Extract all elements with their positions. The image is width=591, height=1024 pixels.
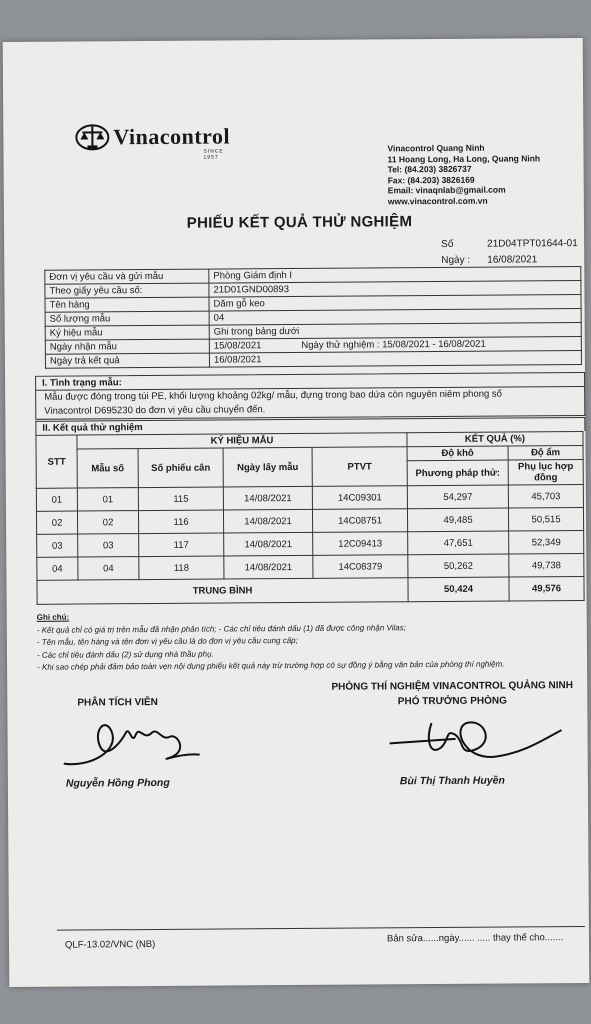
info-label: Ngày nhận mẫu (45, 339, 209, 354)
cell-ptvt: 14C09301 (312, 486, 407, 510)
info-row (45, 351, 581, 369)
col-ky-hieu: KÝ HIỆU MẪU (77, 433, 407, 449)
deputy-title: PHÓ TRƯỞNG PHÒNG (397, 695, 507, 708)
cell-stt: 04 (37, 557, 78, 580)
info-value: 21D01GND00893 (209, 281, 581, 298)
cell-phieu: 117 (139, 533, 224, 557)
info-label: Ký hiệu mẫu (45, 325, 209, 340)
ngay-label: Ngày : (441, 254, 471, 266)
ngay-nhan-value: 15/08/2021 (213, 340, 262, 352)
cell-ngay: 14/08/2021 (224, 555, 313, 579)
average-row (37, 576, 584, 604)
document-page (3, 38, 590, 987)
section-text: Mẫu được đóng trong túi PE, khối lượng khoảng 02kg/ mẫu, đựng trong bao dứa còn nguyên niêm phong số (44, 388, 502, 403)
so-value: 21D04TPT01644-01 (487, 238, 578, 250)
cell-stt: 03 (37, 534, 78, 557)
info-label: Theo giấy yêu cầu số: (45, 283, 209, 298)
col-do-kho: Độ khô (407, 446, 508, 461)
note-line: - Tên mẫu, tên hàng và tên đơn vị yêu cầu là do đơn vị yêu cầu cung cấp; (36, 635, 298, 647)
document-title: PHIẾU KẾT QUẢ THỬ NGHIỆM (186, 213, 413, 232)
company-email: Email: vinaqnlab@gmail.com (387, 184, 506, 196)
cell-ngay: 14/08/2021 (223, 486, 312, 510)
notes (37, 608, 585, 674)
lab-org: PHÒNG THÍ NGHIỆM VINACONTROL QUẢNG NINH (331, 680, 573, 693)
company-tel: Tel: (84.203) 3826737 (387, 163, 472, 175)
cell-stt: 02 (36, 511, 77, 534)
avg-kho: 50,424 (408, 577, 509, 602)
note-line: - Khi sao chép phải đảm bảo toàn vẹn nội dung phiếu kết quả này trừ trường hợp có sự đồng ý bằng văn bản của phòng thí nghiệm. (37, 659, 505, 672)
col-stt: STT (36, 435, 77, 488)
notes-head: Ghi chú: (36, 612, 70, 622)
info-label: Tên hàng (45, 297, 209, 312)
cell-am: 50,515 (508, 507, 583, 531)
logo-since: SINCE 1957 (203, 148, 224, 161)
cell-mau: 03 (78, 534, 139, 557)
analyst-title: PHÂN TÍCH VIÊN (77, 696, 158, 709)
avg-am: 49,576 (509, 576, 584, 601)
pp-value: Phụ lục hợp đồng (508, 459, 583, 485)
note-line: - Các chỉ tiêu đánh dấu (2) sử dụng nhà thầu phụ. (36, 649, 214, 660)
info-table (44, 266, 582, 369)
cell-kho: 50,262 (408, 554, 509, 578)
document-meta (441, 236, 578, 269)
info-value: Phòng Giám định I (209, 267, 581, 284)
cell-ptvt: 14C08751 (312, 509, 407, 533)
cell-mau: 01 (77, 488, 138, 511)
footer-divider (57, 926, 585, 931)
cell-am: 45,703 (508, 484, 583, 508)
info-label: Ngày trả kết quả (45, 353, 209, 368)
info-value: Ghi trong bảng dưới (209, 323, 581, 340)
company-web: www.vinacontrol.com.vn (387, 195, 488, 206)
section-text: Vinacontrol D695230 do đơn vị yêu cầu chuyển đến. (44, 404, 266, 417)
deputy-signature (385, 708, 565, 769)
form-code: QLF-13.02/VNC (NB) (64, 938, 156, 951)
section-title: II. Kết quả thử nghiệm (42, 422, 143, 434)
cell-ngay: 14/08/2021 (224, 532, 313, 556)
cell-kho: 47,651 (408, 531, 509, 555)
cell-am: 52,349 (509, 530, 584, 554)
col-ptvt: PTVT (312, 447, 407, 487)
col-do-am: Độ ẩm (508, 445, 583, 460)
info-value: 16/08/2021 (209, 351, 581, 368)
cell-phieu: 118 (139, 556, 224, 580)
avg-label: TRUNG BÌNH (37, 578, 408, 605)
cell-phieu: 115 (138, 487, 223, 511)
ngay-value: 16/08/2021 (487, 254, 538, 266)
cell-mau: 04 (78, 557, 139, 580)
company-info (387, 142, 540, 206)
company-fax: Fax: (84.203) 3826169 (387, 174, 475, 185)
company-name: Vinacontrol Quang Ninh (387, 142, 485, 154)
cell-ptvt: 12C09413 (313, 532, 408, 556)
note-line: - Kết quả chỉ có giá trị trên mẫu đã nhận phân tích; - Các chỉ tiêu đánh dấu (1) đã được công nhận Vilas; (36, 622, 406, 635)
col-ngay-lay: Ngày lấy mẫu (223, 447, 312, 487)
cell-kho: 49,485 (407, 508, 508, 532)
cell-mau: 02 (77, 511, 138, 534)
cell-kho: 54,297 (407, 485, 508, 509)
cell-ngay: 14/08/2021 (223, 509, 312, 533)
sample-condition-section (35, 372, 585, 420)
info-label: Đơn vị yêu cầu và gửi mẫu (45, 269, 209, 284)
cell-stt: 01 (36, 488, 77, 511)
deputy-name: Bùi Thị Thanh Huyền (399, 774, 505, 788)
info-value: Dăm gỗ keo (209, 295, 581, 312)
ngay-thu-nghiem: Ngày thử nghiệm : 15/08/2021 - 16/08/2021 (301, 338, 486, 351)
company-address: 11 Hoang Long, Ha Long, Quang Ninh (387, 152, 541, 164)
cell-am: 49,738 (509, 553, 584, 577)
info-label: Số lượng mẫu (45, 311, 209, 326)
col-mau-so: Mẫu số (77, 449, 138, 488)
col-so-phieu: Số phiếu cân (138, 448, 223, 488)
cell-ptvt: 14C08379 (313, 555, 408, 579)
so-label: Số (441, 238, 454, 250)
section-title: I. Tình trạng mẫu: (36, 373, 584, 391)
logo (75, 122, 231, 161)
lab-signature-block (317, 678, 587, 710)
cell-phieu: 116 (138, 510, 223, 534)
analyst-signature (59, 711, 209, 772)
pp-label: Phương pháp thử: (407, 460, 508, 486)
logo-text: Vinacontrol (113, 123, 231, 150)
results-table (35, 431, 584, 605)
col-ket-qua: KẾT QUẢ (%) (407, 431, 583, 446)
scales-logo-icon (75, 123, 109, 151)
info-value: 04 (209, 309, 581, 326)
revision-line: Bản sửa......ngày...... ..... thay thế cho....... (386, 932, 564, 945)
analyst-name: Nguyễn Hồng Phong (65, 776, 170, 790)
